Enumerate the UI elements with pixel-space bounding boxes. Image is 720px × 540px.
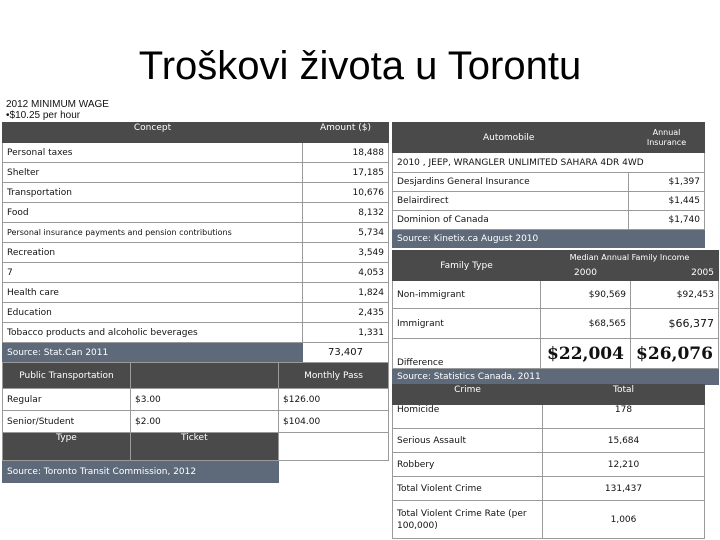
expenses-header-concept: Concept	[3, 123, 303, 143]
table-row	[393, 453, 705, 477]
expense-concept: Personal taxes	[3, 143, 303, 163]
transit-type: Regular	[3, 389, 131, 411]
minimum-wage-note	[6, 99, 109, 121]
table-row	[393, 405, 705, 429]
crime-total: 1,006	[543, 501, 705, 539]
expense-amount: 4,053	[303, 263, 389, 283]
insurance-header-row	[393, 123, 705, 153]
transit-source-row	[3, 461, 389, 483]
crime-table	[392, 384, 705, 539]
income-header-row	[393, 251, 719, 265]
income-header-median: Median Annual Family Income	[541, 251, 719, 265]
expenses-total: 73,407	[303, 343, 389, 363]
transit-source: Source: Toronto Transit Commission, 2012	[3, 461, 279, 483]
table-row	[3, 223, 389, 243]
transit-pass: $126.00	[279, 389, 389, 411]
expense-amount: 17,185	[303, 163, 389, 183]
income-diff-value: $26,076	[631, 339, 719, 369]
income-family-type: Non-immigrant	[393, 281, 541, 309]
insurance-header-annual: Annual Insurance	[629, 123, 705, 153]
crime-total: 15,684	[543, 429, 705, 453]
expenses-table	[2, 122, 389, 363]
expense-amount: 2,435	[303, 303, 389, 323]
transit-header-pass: Monthly Pass	[279, 363, 389, 389]
expense-amount: 10,676	[303, 183, 389, 203]
insurance-table	[392, 122, 705, 248]
income-value: $68,565	[541, 309, 631, 339]
income-value: $92,453	[631, 281, 719, 309]
transit-footer-type: Type	[3, 433, 131, 461]
insurer-name: Dominion of Canada	[393, 211, 629, 230]
table-row	[3, 389, 389, 411]
expense-concept: Transportation	[3, 183, 303, 203]
transit-type: Senior/Student	[3, 411, 131, 433]
table-row	[3, 183, 389, 203]
table-row	[3, 323, 389, 343]
expense-amount: 18,488	[303, 143, 389, 163]
table-row	[393, 429, 705, 453]
table-row	[3, 163, 389, 183]
insurer-premium: $1,397	[629, 173, 705, 192]
expenses-header-row	[3, 123, 389, 143]
income-year: 2005	[631, 265, 719, 281]
crime-type: Serious Assault	[393, 429, 543, 453]
crime-type: Total Violent Crime Rate (per 100,000)	[393, 501, 543, 539]
expenses-header-amount: Amount ($)	[303, 123, 389, 143]
table-row	[393, 281, 719, 309]
table-row	[393, 501, 705, 539]
insurance-source: Source: Kinetix.ca August 2010	[393, 230, 705, 248]
income-diff-label: Difference	[393, 339, 541, 369]
table-row	[3, 243, 389, 263]
transit-table	[2, 362, 389, 483]
expense-concept: Personal insurance payments and pension contributions	[3, 223, 303, 243]
page-title: Troškovi života u Torontu	[138, 44, 582, 88]
expense-concept: Recreation	[3, 243, 303, 263]
transit-footer-empty	[279, 433, 389, 461]
transit-header-type: Public Transportation	[3, 363, 131, 389]
wage-line-2: •$10.25 per hour	[6, 110, 81, 121]
income-header-type: Family Type	[393, 251, 541, 281]
expense-concept: Food	[3, 203, 303, 223]
crime-type: Total Violent Crime	[393, 477, 543, 501]
table-row	[3, 283, 389, 303]
crime-total: 131,437	[543, 477, 705, 501]
insurer-premium: $1,445	[629, 192, 705, 211]
table-row	[3, 303, 389, 323]
crime-header-type: Crime	[393, 385, 543, 405]
expense-concept: Education	[3, 303, 303, 323]
transit-footer-row	[3, 433, 389, 461]
table-row	[393, 309, 719, 339]
transit-header-ticket	[131, 363, 279, 389]
transit-ticket: $2.00	[131, 411, 279, 433]
insurance-source-row	[393, 230, 705, 248]
income-year: 2000	[541, 265, 631, 281]
crime-total: 12,210	[543, 453, 705, 477]
table-row	[393, 173, 705, 192]
transit-source-blank	[279, 461, 389, 483]
expense-amount: 5,734	[303, 223, 389, 243]
income-source-row	[393, 369, 719, 385]
expense-concept: Shelter	[3, 163, 303, 183]
insurer-name: Desjardins General Insurance	[393, 173, 629, 192]
income-diff-value: $22,004	[541, 339, 631, 369]
income-source: Source: Statistics Canada, 2011	[393, 369, 719, 385]
income-value: $66,377	[631, 309, 719, 339]
income-diff-row	[393, 339, 719, 369]
table-row	[3, 411, 389, 433]
crime-header-total: Total	[543, 385, 705, 405]
transit-footer-ticket: Ticket	[131, 433, 279, 461]
expenses-source: Source: Stat.Can 2011	[3, 343, 303, 363]
expense-amount: 3,549	[303, 243, 389, 263]
income-value: $90,569	[541, 281, 631, 309]
table-row	[393, 477, 705, 501]
crime-type: Robbery	[393, 453, 543, 477]
crime-header-row	[393, 385, 705, 405]
table-row	[393, 192, 705, 211]
crime-total: 178	[543, 405, 705, 429]
expense-amount: 1,331	[303, 323, 389, 343]
table-row	[393, 211, 705, 230]
expense-concept: Tobacco products and alcoholic beverages	[3, 323, 303, 343]
income-family-type: Immigrant	[393, 309, 541, 339]
expense-amount: 8,132	[303, 203, 389, 223]
insurance-vehicle-row	[393, 153, 705, 173]
transit-pass: $104.00	[279, 411, 389, 433]
income-table	[392, 250, 719, 385]
insurer-name: Belairdirect	[393, 192, 629, 211]
insurer-premium: $1,740	[629, 211, 705, 230]
transit-ticket: $3.00	[131, 389, 279, 411]
expenses-total-row	[3, 343, 389, 363]
expense-concept: 7	[3, 263, 303, 283]
transit-header-row	[3, 363, 389, 389]
insurance-header-auto: Automobile	[393, 123, 629, 153]
crime-type: Homicide	[393, 405, 543, 429]
table-row	[3, 203, 389, 223]
expense-amount: 1,824	[303, 283, 389, 303]
wage-line-1: 2012 MINIMUM WAGE	[6, 99, 109, 110]
table-row	[3, 263, 389, 283]
expense-concept: Health care	[3, 283, 303, 303]
insurance-vehicle: 2010 , JEEP, WRANGLER UNLIMITED SAHARA 4DR 4WD	[393, 153, 705, 173]
table-row	[3, 143, 389, 163]
